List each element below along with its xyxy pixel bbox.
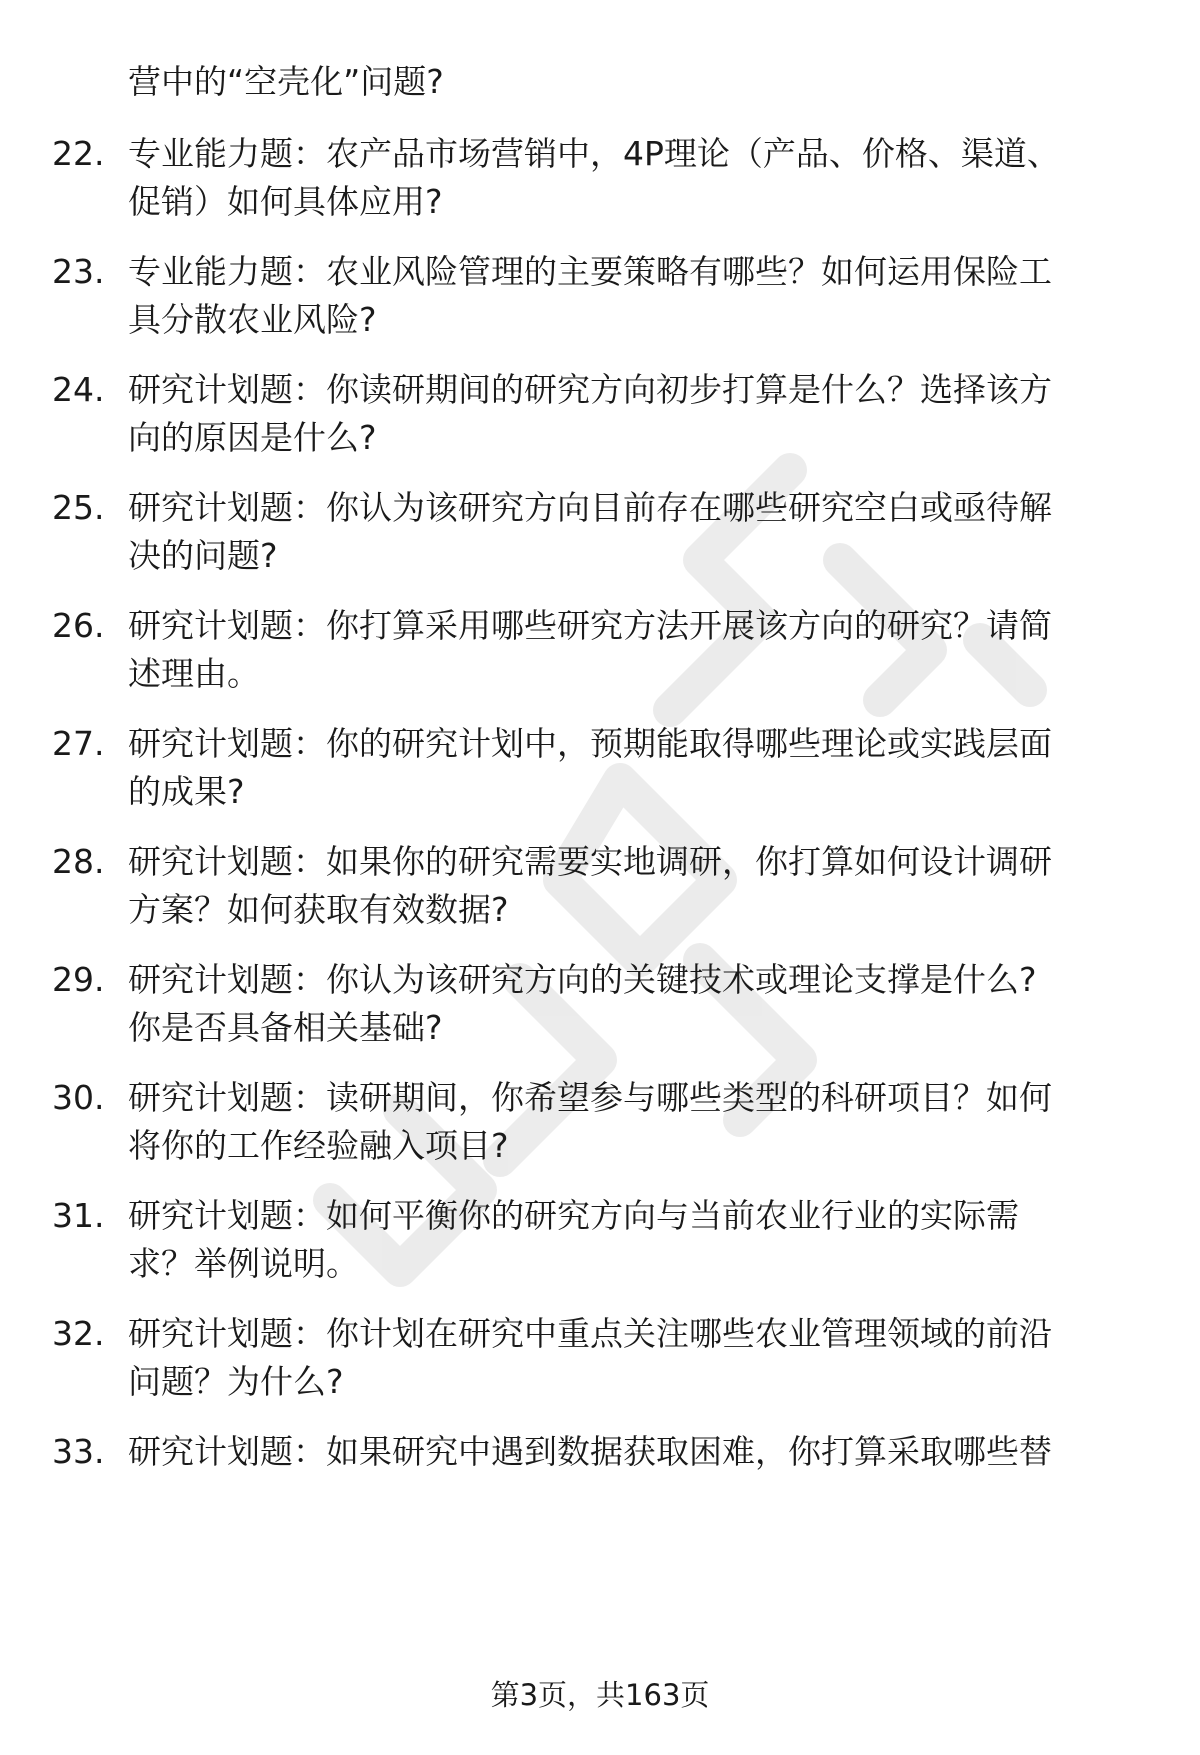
page-footer: 第3页，共163页 — [490, 1678, 710, 1712]
question-text-line: 求？举例说明。 — [128, 1244, 359, 1283]
question-text-line: 你是否具备相关基础? — [128, 1008, 443, 1047]
continuation-text: 营中的“空壳化”问题? — [128, 62, 444, 101]
question-text — [128, 956, 1140, 1052]
question-text-line: 具分散农业风险? — [128, 300, 377, 339]
question-text — [128, 1310, 1140, 1406]
question-number: 24. — [52, 370, 105, 409]
question-number: 22. — [52, 134, 105, 173]
question-text-line: 向的原因是什么? — [128, 418, 377, 457]
question-number: 23. — [52, 252, 105, 291]
question-text — [128, 484, 1140, 580]
question-text — [128, 248, 1140, 344]
question-text-line: 促销）如何具体应用? — [128, 182, 443, 221]
question-text-line: 问题？为什么? — [128, 1362, 344, 1401]
question-number: 26. — [52, 606, 105, 645]
question-text-line: 研究计划题：你的研究计划中，预期能取得哪些理论或实践层面 — [128, 724, 1052, 763]
question-text — [128, 366, 1140, 462]
question-number: 28. — [52, 842, 105, 881]
question-text-line: 决的问题? — [128, 536, 278, 575]
question-number: 33. — [52, 1432, 105, 1471]
question-text-line: 研究计划题：你打算采用哪些研究方法开展该方向的研究？请简 — [128, 606, 1052, 645]
question-text-line: 的成果? — [128, 772, 245, 811]
question-text-line: 研究计划题：如果你的研究需要实地调研，你打算如何设计调研 — [128, 842, 1052, 881]
question-text — [128, 1428, 1140, 1476]
question-text-line: 将你的工作经验融入项目? — [128, 1126, 509, 1165]
question-number: 29. — [52, 960, 105, 999]
question-text — [128, 838, 1140, 934]
question-text-line: 专业能力题：农产品市场营销中，4P理论（产品、价格、渠道、 — [128, 134, 1060, 173]
question-number: 31. — [52, 1196, 105, 1235]
question-number: 30. — [52, 1078, 105, 1117]
question-text-line: 述理由。 — [128, 654, 260, 693]
question-text — [128, 602, 1140, 698]
question-number: 27. — [52, 724, 105, 763]
question-text-line: 研究计划题：你读研期间的研究方向初步打算是什么？选择该方 — [128, 370, 1052, 409]
question-text — [128, 720, 1140, 816]
question-text-line: 研究计划题：如何平衡你的研究方向与当前农业行业的实际需 — [128, 1196, 1019, 1235]
question-text-line: 方案？如何获取有效数据? — [128, 890, 509, 929]
question-text — [128, 1192, 1140, 1288]
question-text-line: 研究计划题：你计划在研究中重点关注哪些农业管理领域的前沿 — [128, 1314, 1052, 1353]
question-text — [128, 130, 1140, 226]
question-number: 32. — [52, 1314, 105, 1353]
question-text-line: 研究计划题：你认为该研究方向的关键技术或理论支撑是什么? — [128, 960, 1037, 999]
question-text-line: 研究计划题：如果研究中遇到数据获取困难，你打算采取哪些替 — [128, 1432, 1052, 1471]
question-number: 25. — [52, 488, 105, 527]
question-text-line: 研究计划题：读研期间，你希望参与哪些类型的科研项目？如何 — [128, 1078, 1052, 1117]
question-text-line: 专业能力题：农业风险管理的主要策略有哪些？如何运用保险工 — [128, 252, 1052, 291]
question-text-line: 研究计划题：你认为该研究方向目前存在哪些研究空白或亟待解 — [128, 488, 1052, 527]
question-text — [128, 1074, 1140, 1170]
